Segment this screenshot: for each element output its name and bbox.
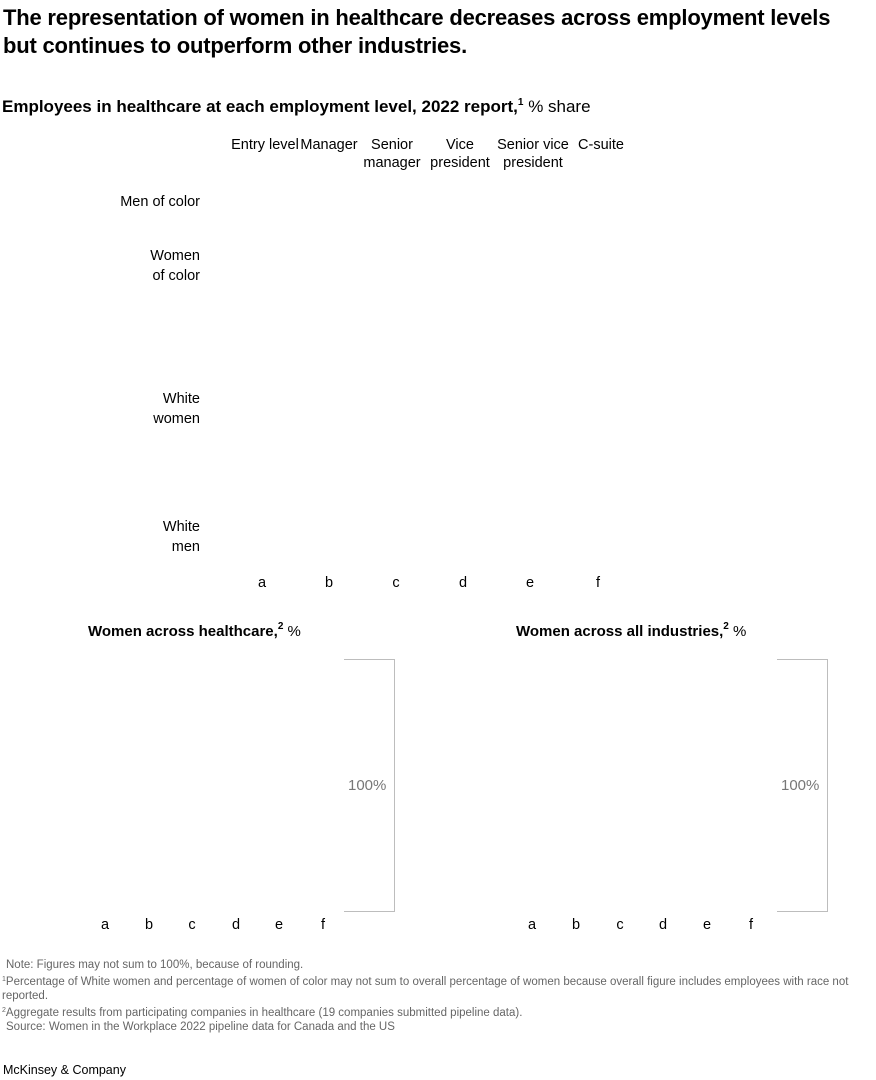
subtitle-text: Employees in healthcare at each employment level, 2022 report,	[2, 97, 518, 116]
healthcare-panel-title	[88, 621, 301, 640]
footnote-1	[2, 973, 872, 1004]
column-header-senior-vice-president: Senior vice president	[497, 137, 569, 171]
footnote-1-text: Percentage of White women and percentage of women of color may not sum to overall percentage of women because overall figure includes employees with race not reported.	[2, 975, 849, 1002]
footnotes	[2, 958, 872, 1035]
healthcare-title-unit: %	[287, 623, 301, 640]
source-note: Source: Women in the Workplace 2022 pipeline data for Canada and the US	[6, 1021, 395, 1033]
all-industries-letter-f: f	[748, 917, 754, 933]
column-header-entry-level: Entry level	[231, 137, 299, 153]
healthcare-letter-b: b	[144, 917, 154, 933]
footnote-2-text: Aggregate results from participating companies in healthcare (19 companies submitted pipeline data).	[5, 1006, 523, 1019]
row-label-white-women: White women	[153, 391, 200, 427]
row-label-men-of-color: Men of color	[120, 194, 200, 210]
all-industries-panel-title	[516, 621, 746, 640]
brand-logo-text: McKinsey & Company	[3, 1063, 126, 1077]
note-rounding: Note: Figures may not sum to 100%, because of rounding.	[6, 959, 304, 971]
all-industries-title-footnote: 2	[723, 621, 729, 632]
column-header-vice-president: Vice president	[430, 137, 490, 171]
all-industries-letter-e: e	[702, 917, 712, 933]
all-industries-title-unit: %	[733, 623, 747, 640]
healthcare-letter-d: d	[231, 917, 241, 933]
footnote-1-mark: 1	[2, 975, 6, 983]
healthcare-letter-a: a	[100, 917, 110, 933]
column-header-manager: Manager	[300, 137, 358, 153]
column-letter-b: b	[324, 575, 334, 591]
healthcare-100-label: 100%	[348, 777, 387, 794]
all-industries-letter-c: c	[616, 917, 624, 933]
column-letter-f: f	[595, 575, 601, 591]
healthcare-letter-e: e	[274, 917, 284, 933]
headline: The representation of women in healthcare decreases across employment levels but continues to outperform other industries.	[3, 5, 831, 58]
subtitle-unit: % share	[528, 97, 591, 116]
all-industries-letter-b: b	[571, 917, 581, 933]
column-letter-d: d	[458, 575, 468, 591]
column-header-c-suite: C-suite	[578, 137, 624, 153]
footnote-2	[2, 1004, 872, 1021]
column-letter-c: c	[392, 575, 400, 591]
healthcare-letter-c: c	[188, 917, 196, 933]
healthcare-letter-f: f	[320, 917, 326, 933]
column-header-senior-manager: Senior manager	[363, 137, 421, 171]
column-letter-e: e	[525, 575, 535, 591]
healthcare-title-text: Women across healthcare,	[88, 623, 278, 640]
all-industries-100-label: 100%	[781, 777, 820, 794]
all-industries-title-text: Women across all industries,	[516, 623, 724, 640]
footnote-2-mark: 2	[2, 1006, 6, 1014]
chart-subtitle	[2, 91, 591, 119]
all-industries-letter-a: a	[527, 917, 537, 933]
all-industries-letter-d: d	[658, 917, 668, 933]
column-letter-a: a	[257, 575, 267, 591]
row-label-white-men: White men	[162, 519, 200, 555]
subtitle-footnote: 1	[517, 97, 524, 108]
healthcare-title-footnote: 2	[277, 621, 284, 632]
row-label-women-of-color: Women of color	[150, 248, 200, 284]
